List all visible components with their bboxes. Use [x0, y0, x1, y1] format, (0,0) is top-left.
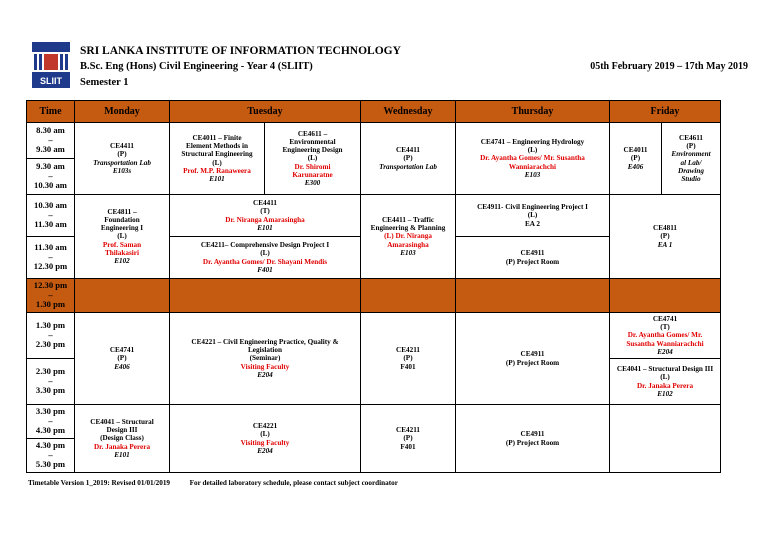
class-cell [610, 123, 662, 195]
class-line: CE4611 – [297, 129, 328, 138]
class-cell [456, 123, 610, 195]
class-line: CE4221 [252, 421, 278, 430]
class-line: E204 [257, 370, 273, 379]
class-line: CE4411 [253, 198, 277, 207]
lunch-cell [170, 279, 361, 313]
class-line: (L) [260, 249, 270, 258]
time-text: 3.30 pm [35, 385, 66, 396]
class-line: al Lab/ [680, 158, 702, 167]
class-line: (L) [660, 373, 670, 382]
class-cell [170, 405, 361, 473]
class-line: Element Methods in [186, 141, 248, 150]
class-line: CE4911 [520, 350, 545, 359]
class-line: CE4011 [623, 146, 648, 155]
class-line: CE4211 [396, 346, 420, 355]
class-line: Foundation [104, 215, 140, 224]
class-line: Visiting Faculty [240, 362, 290, 371]
class-line: Prof. Saman [102, 240, 142, 249]
class-cell [265, 123, 361, 195]
class-line: Dr. Niranga Amarasingha [225, 215, 305, 224]
time-text: – [48, 209, 53, 220]
class-line: EA 1 [657, 240, 673, 249]
program-title: B.Sc. Eng (Hons) Civil Engineering - Year 4 (SLIIT) [80, 61, 313, 72]
time-text: 1.30 pm [35, 319, 66, 330]
class-line: E204 [657, 347, 673, 356]
time-text: – [48, 170, 53, 181]
class-line: (P) [403, 434, 413, 443]
time-text: 9.30 am [36, 160, 65, 171]
time-text: – [48, 134, 53, 145]
class-line: (P) [403, 154, 413, 163]
class-line: E204 [257, 446, 273, 455]
sliit-logo [30, 40, 72, 90]
class-line: (P) Project Room [505, 257, 560, 266]
class-line: E103s [112, 166, 132, 175]
time-text: 8.30 am [36, 124, 65, 135]
time-text: – [48, 329, 53, 340]
class-line: Transportation Lab [93, 158, 151, 167]
time-text: 3.30 pm [35, 405, 66, 416]
semester-label: Semester 1 [80, 77, 129, 88]
semester-dates: 05th February 2019 – 17th May 2019 [590, 61, 748, 72]
class-line: Environment [671, 150, 711, 159]
class-line: E103 [524, 170, 541, 179]
class-cell [662, 123, 721, 195]
class-line: F401 [400, 442, 416, 451]
institute-title: SRI LANKA INSTITUTE OF INFORMATION TECHNOLOGY [80, 45, 401, 57]
class-line: CE4041 – Structural [90, 417, 154, 426]
time-text: – [48, 251, 53, 262]
time-text: 11.30 am [34, 241, 67, 252]
class-line: (P) [660, 232, 670, 241]
time-text: 4.30 pm [35, 439, 66, 450]
class-line: E102 [657, 389, 673, 398]
class-line: Studio [681, 175, 701, 184]
class-line: Dr. Ayantha Gomes/ Mr. [627, 331, 703, 340]
class-cell [75, 313, 170, 405]
time-slot [27, 159, 75, 195]
time-text: 10.30 am [34, 180, 67, 191]
class-line: (L) [307, 154, 318, 163]
class-cell [456, 313, 610, 405]
class-line: CE4811 [653, 224, 677, 233]
time-slot [27, 123, 75, 159]
class-line: Legislation [248, 346, 282, 355]
class-line: E103 [400, 248, 416, 257]
class-line: (P) Project Room [505, 358, 560, 367]
class-line: Dr. Ayantha Gomes/ Dr. Shayani Mendis [202, 257, 328, 266]
col-tuesday: Tuesday [170, 101, 361, 123]
class-cell [170, 195, 361, 237]
class-line: F401 [400, 362, 416, 371]
class-line: (L) [212, 158, 222, 167]
class-cell [361, 123, 456, 195]
lunch-cell [75, 279, 170, 313]
class-line: Environmental [289, 137, 336, 146]
class-line: CE4211 [396, 426, 420, 435]
class-cell [170, 313, 361, 405]
class-cell [456, 195, 610, 237]
timetable [26, 100, 721, 473]
col-monday: Monday [75, 101, 170, 123]
class-line: (P) [686, 141, 696, 150]
class-line: Dr. Ayantha Gomes/ Mr. Susantha [480, 154, 585, 163]
class-cell [170, 237, 361, 279]
class-line: (P) [117, 354, 127, 363]
class-line: (Design Class) [100, 434, 144, 443]
class-line: (P) [630, 154, 641, 163]
time-text: 2.30 pm [35, 365, 66, 376]
class-line: Susantha Wanniarachchi [626, 339, 704, 348]
class-line: E300 [304, 179, 321, 188]
class-line: Dr. Janaka Perera [93, 442, 151, 451]
col-thursday: Thursday [456, 101, 610, 123]
class-line: Dr. Janaka Perera [636, 381, 694, 390]
class-line: Structural Engineering [181, 150, 253, 159]
col-friday: Friday [610, 101, 721, 123]
time-slot [27, 237, 75, 279]
class-cell [361, 313, 456, 405]
time-slot [27, 313, 75, 359]
class-line: CE4411 – Traffic [381, 215, 435, 224]
class-line: E101 [257, 223, 273, 232]
time-text: 1.30 pm [35, 299, 66, 310]
time-text: 9.30 am [36, 144, 65, 155]
time-slot [27, 405, 75, 439]
class-line: Visiting Faculty [240, 438, 290, 447]
class-line: CE4741 – Engineering Hydrology [480, 137, 585, 146]
class-line: Dr. Shiromi [294, 162, 331, 171]
class-line: CE4411 [110, 141, 134, 150]
class-line: Wanniarachchi [508, 162, 557, 171]
col-wednesday: Wednesday [361, 101, 456, 123]
col-time: Time [27, 101, 75, 123]
class-cell [456, 237, 610, 279]
empty-cell [610, 405, 721, 473]
class-line: E406 [627, 162, 644, 171]
class-line: Amarasingha [387, 240, 429, 249]
class-line: Engineering & Planning [370, 224, 446, 233]
time-text: – [48, 415, 53, 426]
class-line: CE4911 [520, 430, 545, 439]
class-line: (P) [403, 354, 413, 363]
lunch-cell [456, 279, 610, 313]
class-line: (P) Project Room [505, 438, 560, 447]
class-line: Design III [106, 426, 138, 435]
class-line: (L) [527, 211, 538, 220]
time-text: – [48, 289, 53, 300]
class-line: Thilakasiri [105, 248, 139, 257]
time-text: – [48, 375, 53, 386]
class-line: (L) [260, 430, 270, 439]
timetable-version: Timetable Version 1_2019: Revised 01/01/2019 [28, 479, 171, 487]
time-text: 5.30 pm [35, 459, 66, 470]
class-line: EA 2 [525, 219, 540, 228]
class-line: E101 [114, 450, 130, 459]
class-line: CE4041 – Structural Design III [616, 364, 714, 373]
class-line: CE4741 [109, 346, 135, 355]
lunch-cell [610, 279, 721, 313]
time-text: 4.30 pm [35, 425, 66, 436]
class-line: CE4211– Comprehensive Design Project I [200, 240, 330, 249]
class-line: Karunaratne [292, 170, 333, 179]
time-text: – [48, 449, 53, 460]
class-cell [75, 123, 170, 195]
class-line: CE4221 – Civil Engineering Practice, Quality & [191, 337, 339, 346]
class-line: CE4811 – [107, 207, 137, 216]
class-cell [361, 195, 456, 279]
class-line: (T) [260, 207, 270, 216]
class-cell [361, 405, 456, 473]
class-line: Engineering I [100, 224, 144, 233]
class-line: E406 [114, 362, 130, 371]
class-line: Prof. M.P. Ranaweera [183, 166, 251, 175]
svg-text:SLIIT: SLIIT [40, 76, 62, 86]
class-line: CE4411 [396, 146, 420, 155]
class-cell [610, 313, 721, 359]
class-cell [456, 405, 610, 473]
time-slot [27, 195, 75, 237]
class-cell [610, 359, 721, 405]
class-cell [610, 195, 721, 279]
class-cell [170, 123, 265, 195]
time-slot [27, 439, 75, 473]
time-slot-lunch [27, 279, 75, 313]
time-text: 11.30 am [34, 219, 67, 230]
class-cell [75, 405, 170, 473]
class-line: (L) [117, 232, 127, 241]
class-line: (L) [527, 146, 538, 155]
class-line: (Seminar) [249, 354, 281, 363]
time-slot [27, 359, 75, 405]
class-line: CE4611 [679, 133, 703, 142]
class-line: Drawing [678, 166, 704, 175]
class-line: E102 [114, 257, 130, 266]
class-line: Engineering Design [282, 146, 343, 155]
time-text: 10.30 am [34, 199, 67, 210]
footer-note: For detailed laboratory schedule, please contact subject coordinator [189, 479, 398, 487]
class-line: CE4911- Civil Engineering Project I [477, 203, 588, 212]
class-cell [75, 195, 170, 279]
class-line: CE4011 – Finite [192, 133, 242, 142]
class-line: E101 [209, 175, 225, 184]
time-text: 12.30 pm [33, 261, 68, 272]
class-line: (L) Dr. Niranga [384, 232, 432, 241]
time-text: 12.30 pm [33, 279, 68, 290]
class-line: CE4741 [652, 314, 678, 323]
class-line: CE4911 [520, 249, 545, 258]
class-line: F401 [257, 265, 273, 274]
time-text: 2.30 pm [35, 339, 66, 350]
lunch-cell [361, 279, 456, 313]
class-line: Transportation Lab [379, 162, 437, 171]
class-line: (T) [660, 323, 670, 332]
class-line: (P) [117, 150, 127, 159]
footer [28, 479, 398, 487]
